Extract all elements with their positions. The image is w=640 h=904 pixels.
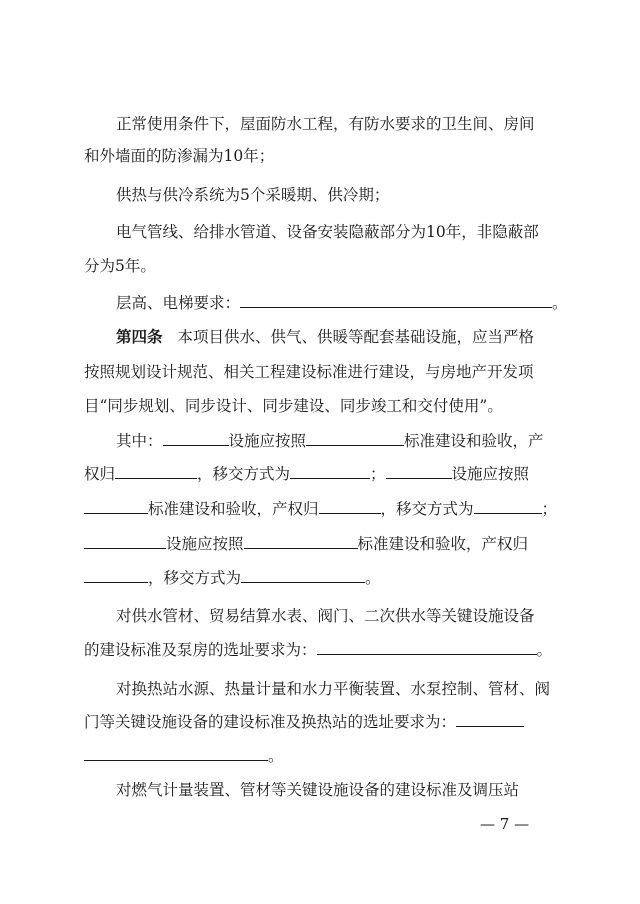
text-span: 标准建设和验收，产 <box>404 432 544 450</box>
blank-field[interactable] <box>84 534 166 549</box>
blank-field[interactable] <box>84 746 268 761</box>
article-heading: 第四条 <box>116 328 163 346</box>
text-line <box>84 712 524 732</box>
blank-field[interactable] <box>241 568 365 583</box>
blank-field[interactable] <box>115 464 197 479</box>
text-line: 供热与供冷系统为5个采暖期、供冷期； <box>116 186 390 204</box>
text-span: 。 <box>365 569 381 587</box>
text-span: 设施应按照 <box>166 535 244 553</box>
punctuation: 。 <box>552 294 568 312</box>
text-line: 电气管线、给排水管道、设备安装隐蔽部分为10年，非隐蔽部 <box>116 223 539 241</box>
blank-field[interactable] <box>244 534 358 549</box>
text-line: 目“同步规划、同步设计、同步建设、同步竣工和交付使用”。 <box>84 397 503 415</box>
blank-field[interactable] <box>456 712 524 727</box>
blank-field[interactable] <box>84 568 148 583</box>
text-span: 的建设标准及泵房的选址要求为： <box>84 641 317 659</box>
text-span: ，移交方式为 <box>197 465 291 483</box>
text-span: ，移交方式为 <box>380 500 474 518</box>
text-line <box>84 464 529 484</box>
punctuation: 。 <box>536 641 553 659</box>
blank-field[interactable] <box>163 431 229 446</box>
text-span: 权归 <box>84 465 116 483</box>
punctuation: 。 <box>268 747 284 765</box>
text-span: ； <box>541 500 558 518</box>
text-span: 本项目供水、供气、供暖等配套基础设施，应当严格 <box>177 328 534 346</box>
page-number: — 7 — <box>480 815 530 833</box>
text-line <box>84 746 284 766</box>
text-line <box>116 327 534 347</box>
text-line: 对换热站水源、热量计量和水力平衡装置、水泵控制、管材、阀 <box>116 680 551 698</box>
text-line: 对燃气计量装置、管材等关键设施设备的建设标准及调压站 <box>116 781 520 799</box>
blank-field[interactable] <box>84 499 148 514</box>
text-span: 其中： <box>116 432 163 450</box>
blank-field[interactable] <box>319 499 381 514</box>
text-line: 对供水管材、贸易结算水表、阀门、二次供水等关键设施设备 <box>116 607 535 625</box>
field-label: 层高、电梯要求： <box>116 294 241 312</box>
text-line: 正常使用条件下，屋面防水工程，有防水要求的卫生间、房间 <box>116 115 535 133</box>
text-line <box>116 293 568 313</box>
text-span: 标准建设和验收，产权归 <box>357 535 529 553</box>
blank-field[interactable] <box>317 640 537 655</box>
blank-field[interactable] <box>290 464 370 479</box>
text-line: 按照规划设计规范、相关工程建设标准进行建设，与房地产开发项 <box>84 363 534 381</box>
blank-field[interactable] <box>240 293 552 308</box>
text-line <box>84 640 552 660</box>
blank-field[interactable] <box>386 464 452 479</box>
text-line <box>84 568 381 588</box>
text-line <box>84 534 528 554</box>
text-span: ； <box>370 465 386 483</box>
text-span: 设施应按照 <box>228 432 307 450</box>
blank-field[interactable] <box>474 499 542 514</box>
text-line <box>84 499 557 519</box>
text-span: 门等关键设施设备的建设标准及换热站的选址要求为： <box>84 713 457 731</box>
text-span: 设施应按照 <box>451 465 530 483</box>
blank-field[interactable] <box>306 431 404 446</box>
text-span: ，移交方式为 <box>148 569 242 587</box>
text-line: 分为5年。 <box>84 257 156 275</box>
text-line <box>116 431 544 451</box>
text-span: 标准建设和验收，产权归 <box>148 500 319 518</box>
text-line: 和外墙面的防渗漏为10年； <box>84 147 275 165</box>
